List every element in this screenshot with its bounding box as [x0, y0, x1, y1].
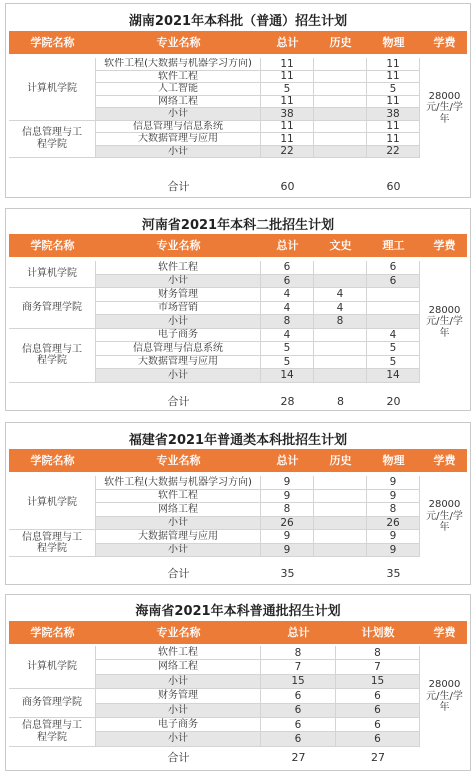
subtotal-label: 小计: [96, 275, 261, 289]
plan-count-cell: 6: [261, 704, 336, 718]
major-name: 软件工程: [96, 490, 261, 504]
plan-count-cell: 6: [336, 704, 420, 718]
plan-count-cell: [314, 530, 367, 544]
college-name: 信息管理与工程学院: [9, 530, 96, 557]
plan-count-cell: [367, 288, 420, 302]
column-header: 理工: [382, 239, 405, 252]
column-header: 总计: [287, 626, 310, 639]
plan-count-cell: 7: [261, 660, 336, 674]
major-name: 网络工程: [96, 660, 261, 674]
total-count: 27: [291, 751, 306, 764]
plan-count-cell: 9: [367, 544, 420, 558]
column-header: 物理: [382, 36, 405, 49]
plan-count-cell: 11: [261, 96, 314, 109]
total-count: 28: [280, 395, 295, 408]
plan-count-cell: 11: [261, 133, 314, 146]
plan-count-cell: 4: [314, 288, 367, 302]
plan-count-cell: 8: [261, 315, 314, 329]
total-count: 8: [337, 395, 344, 408]
subtotal-label: 小计: [96, 732, 261, 746]
major-name: 信息管理与信息系统: [96, 342, 261, 356]
column-header: 总计: [276, 36, 299, 49]
plan-count-cell: 5: [261, 342, 314, 356]
plan-count-cell: 5: [367, 83, 420, 96]
plan-count-cell: 9: [261, 544, 314, 558]
plan-count-cell: 6: [261, 261, 314, 275]
table-panel: [5, 3, 471, 198]
column-header: 学院名称: [30, 454, 75, 467]
plan-count-cell: 14: [261, 369, 314, 383]
subtotal-label: 小计: [96, 369, 261, 383]
plan-count-cell: 11: [261, 58, 314, 71]
plan-count-cell: 7: [336, 660, 420, 674]
plan-count-cell: 6: [336, 718, 420, 732]
plan-count-cell: [314, 146, 367, 159]
major-name: 人工智能: [96, 83, 261, 96]
column-header: 学院名称: [30, 626, 75, 639]
plan-count-cell: 9: [367, 490, 420, 504]
plan-count-cell: [314, 544, 367, 558]
plan-count-cell: 11: [367, 96, 420, 109]
table-panel: [5, 422, 471, 585]
plan-count-cell: [367, 302, 420, 316]
plan-count-cell: 4: [314, 302, 367, 316]
plan-count-cell: 6: [367, 275, 420, 289]
plan-count-cell: 9: [367, 476, 420, 490]
total-count: [314, 180, 367, 194]
plan-count-cell: 8: [261, 646, 336, 660]
table-title: 福建省2021年普通类本科批招生计划: [128, 433, 348, 448]
plan-count-cell: 4: [367, 329, 420, 343]
column-header: 文史: [329, 239, 352, 252]
plan-count-cell: [314, 71, 367, 84]
plan-count-cell: [367, 315, 420, 329]
column-header: 学院名称: [30, 36, 75, 49]
subtotal-label: 小计: [96, 517, 261, 531]
column-header: 专业名称: [156, 239, 201, 252]
college-name: 信息管理与工程学院: [9, 329, 96, 383]
total-count: 20: [386, 395, 401, 408]
tuition-fee: 28000元/生/学年: [426, 304, 463, 339]
plan-count-cell: 4: [261, 329, 314, 343]
plan-count-cell: [314, 108, 367, 121]
total-label: 合计: [167, 751, 190, 764]
plan-count-cell: [314, 121, 367, 134]
plan-count-cell: [314, 503, 367, 517]
plan-count-cell: 8: [314, 315, 367, 329]
total-count: [314, 567, 367, 581]
major-name: 大数据管理与应用: [96, 133, 261, 146]
subtotal-label: 小计: [96, 315, 261, 329]
plan-count-cell: 8: [367, 503, 420, 517]
plan-count-cell: [314, 133, 367, 146]
column-header: 学费: [433, 454, 456, 467]
plan-count-cell: 26: [367, 517, 420, 531]
major-name: 软件工程: [96, 261, 261, 275]
plan-count-cell: 15: [336, 675, 420, 689]
major-name: 网络工程: [96, 96, 261, 109]
plan-count-cell: 26: [261, 517, 314, 531]
plan-count-cell: [314, 476, 367, 490]
plan-count-cell: [314, 96, 367, 109]
plan-count-cell: 6: [367, 261, 420, 275]
major-name: 市场营销: [96, 302, 261, 316]
plan-count-cell: 11: [367, 58, 420, 71]
plan-count-cell: 6: [336, 689, 420, 703]
column-header: 历史: [329, 36, 352, 49]
college-name: 商务管理学院: [9, 689, 96, 718]
major-name: 软件工程(大数据与机器学习方向): [96, 476, 261, 490]
plan-count-cell: 11: [367, 133, 420, 146]
major-name: 大数据管理与应用: [96, 530, 261, 544]
total-label: 合计: [167, 567, 190, 580]
column-header: 学院名称: [30, 239, 75, 252]
total-label: 合计: [167, 395, 190, 408]
total-count: 60: [386, 180, 401, 193]
table-header-row: [9, 31, 467, 54]
college-name: 计算机学院: [9, 58, 96, 121]
major-name: 财务管理: [96, 689, 261, 703]
plan-count-cell: 15: [261, 675, 336, 689]
column-header: 专业名称: [156, 36, 201, 49]
major-name: 信息管理与信息系统: [96, 121, 261, 134]
subtotal-label: 小计: [96, 675, 261, 689]
table-title: 海南省2021年本科普通批招生计划: [135, 604, 341, 619]
subtotal-label: 小计: [96, 704, 261, 718]
total-count: 27: [371, 751, 385, 764]
plan-count-cell: 11: [367, 121, 420, 134]
plan-count-cell: [314, 261, 367, 275]
plan-count-cell: 5: [367, 342, 420, 356]
plan-count-cell: 5: [367, 356, 420, 370]
total-count: 35: [386, 567, 401, 580]
plan-count-cell: [314, 369, 367, 383]
plan-count-cell: [314, 58, 367, 71]
table-header-row: [9, 621, 467, 644]
plan-count-cell: [314, 275, 367, 289]
major-name: 电子商务: [96, 329, 261, 343]
subtotal-label: 小计: [96, 544, 261, 558]
plan-count-cell: 14: [367, 369, 420, 383]
major-name: 软件工程: [96, 646, 261, 660]
table-header-row: [9, 234, 467, 257]
college-name: 计算机学院: [9, 476, 96, 530]
table-panel: [5, 594, 471, 771]
plan-count-cell: 11: [367, 71, 420, 84]
column-header: 专业名称: [156, 626, 201, 639]
plan-count-cell: 5: [261, 83, 314, 96]
subtotal-label: 小计: [96, 146, 261, 159]
plan-count-cell: 4: [261, 302, 314, 316]
plan-count-cell: 8: [336, 646, 420, 660]
column-header: 历史: [329, 454, 352, 467]
table-header-row: [9, 449, 467, 472]
plan-count-cell: 11: [261, 121, 314, 134]
plan-count-cell: 8: [261, 503, 314, 517]
plan-count-cell: 9: [367, 530, 420, 544]
plan-count-cell: 5: [261, 356, 314, 370]
major-name: 网络工程: [96, 503, 261, 517]
plan-count-cell: 9: [261, 476, 314, 490]
plan-count-cell: [314, 342, 367, 356]
college-name: 商务管理学院: [9, 288, 96, 329]
major-name: 大数据管理与应用: [96, 356, 261, 370]
column-header: 总计: [276, 239, 299, 252]
total-label: 合计: [167, 180, 190, 193]
plan-count-cell: [314, 83, 367, 96]
subtotal-label: 小计: [96, 108, 261, 121]
college-name: 计算机学院: [9, 646, 96, 689]
plan-count-cell: 6: [261, 718, 336, 732]
column-header: 学费: [433, 626, 456, 639]
plan-count-cell: 9: [261, 490, 314, 504]
plan-count-cell: 9: [261, 530, 314, 544]
tuition-fee: 28000元/生/学年: [426, 679, 463, 714]
plan-count-cell: 11: [261, 71, 314, 84]
college-name: 信息管理与工程学院: [9, 121, 96, 159]
plan-count-cell: [314, 356, 367, 370]
column-header: 计划数: [361, 626, 395, 639]
total-count: 60: [280, 180, 295, 193]
plan-count-cell: [314, 490, 367, 504]
plan-count-cell: 22: [261, 146, 314, 159]
column-header: 专业名称: [156, 454, 201, 467]
major-name: 财务管理: [96, 288, 261, 302]
tuition-fee: 28000元/生/学年: [426, 90, 463, 125]
college-name: 计算机学院: [9, 261, 96, 288]
plan-count-cell: 6: [261, 275, 314, 289]
table-title: 河南省2021年本科二批招生计划: [141, 218, 335, 233]
major-name: 软件工程(大数据与机器学习方向): [96, 58, 261, 71]
major-name: 电子商务: [96, 718, 261, 732]
tuition-fee: 28000元/生/学年: [426, 499, 463, 534]
plan-count-cell: 38: [261, 108, 314, 121]
total-count: 35: [280, 567, 295, 580]
table-title: 湖南2021年本科批（普通）招生计划: [128, 14, 348, 29]
column-header: 学费: [433, 239, 456, 252]
plan-count-cell: [314, 329, 367, 343]
college-name: 信息管理与工程学院: [9, 718, 96, 747]
plan-count-cell: 38: [367, 108, 420, 121]
plan-count-cell: 6: [336, 732, 420, 746]
major-name: 软件工程: [96, 71, 261, 84]
plan-count-cell: 6: [261, 732, 336, 746]
plan-count-cell: 6: [261, 689, 336, 703]
column-header: 总计: [276, 454, 299, 467]
table-panel: [5, 208, 471, 411]
column-header: 学费: [433, 36, 456, 49]
plan-count-cell: [314, 517, 367, 531]
column-header: 物理: [382, 454, 405, 467]
plan-count-cell: 22: [367, 146, 420, 159]
plan-count-cell: 4: [261, 288, 314, 302]
